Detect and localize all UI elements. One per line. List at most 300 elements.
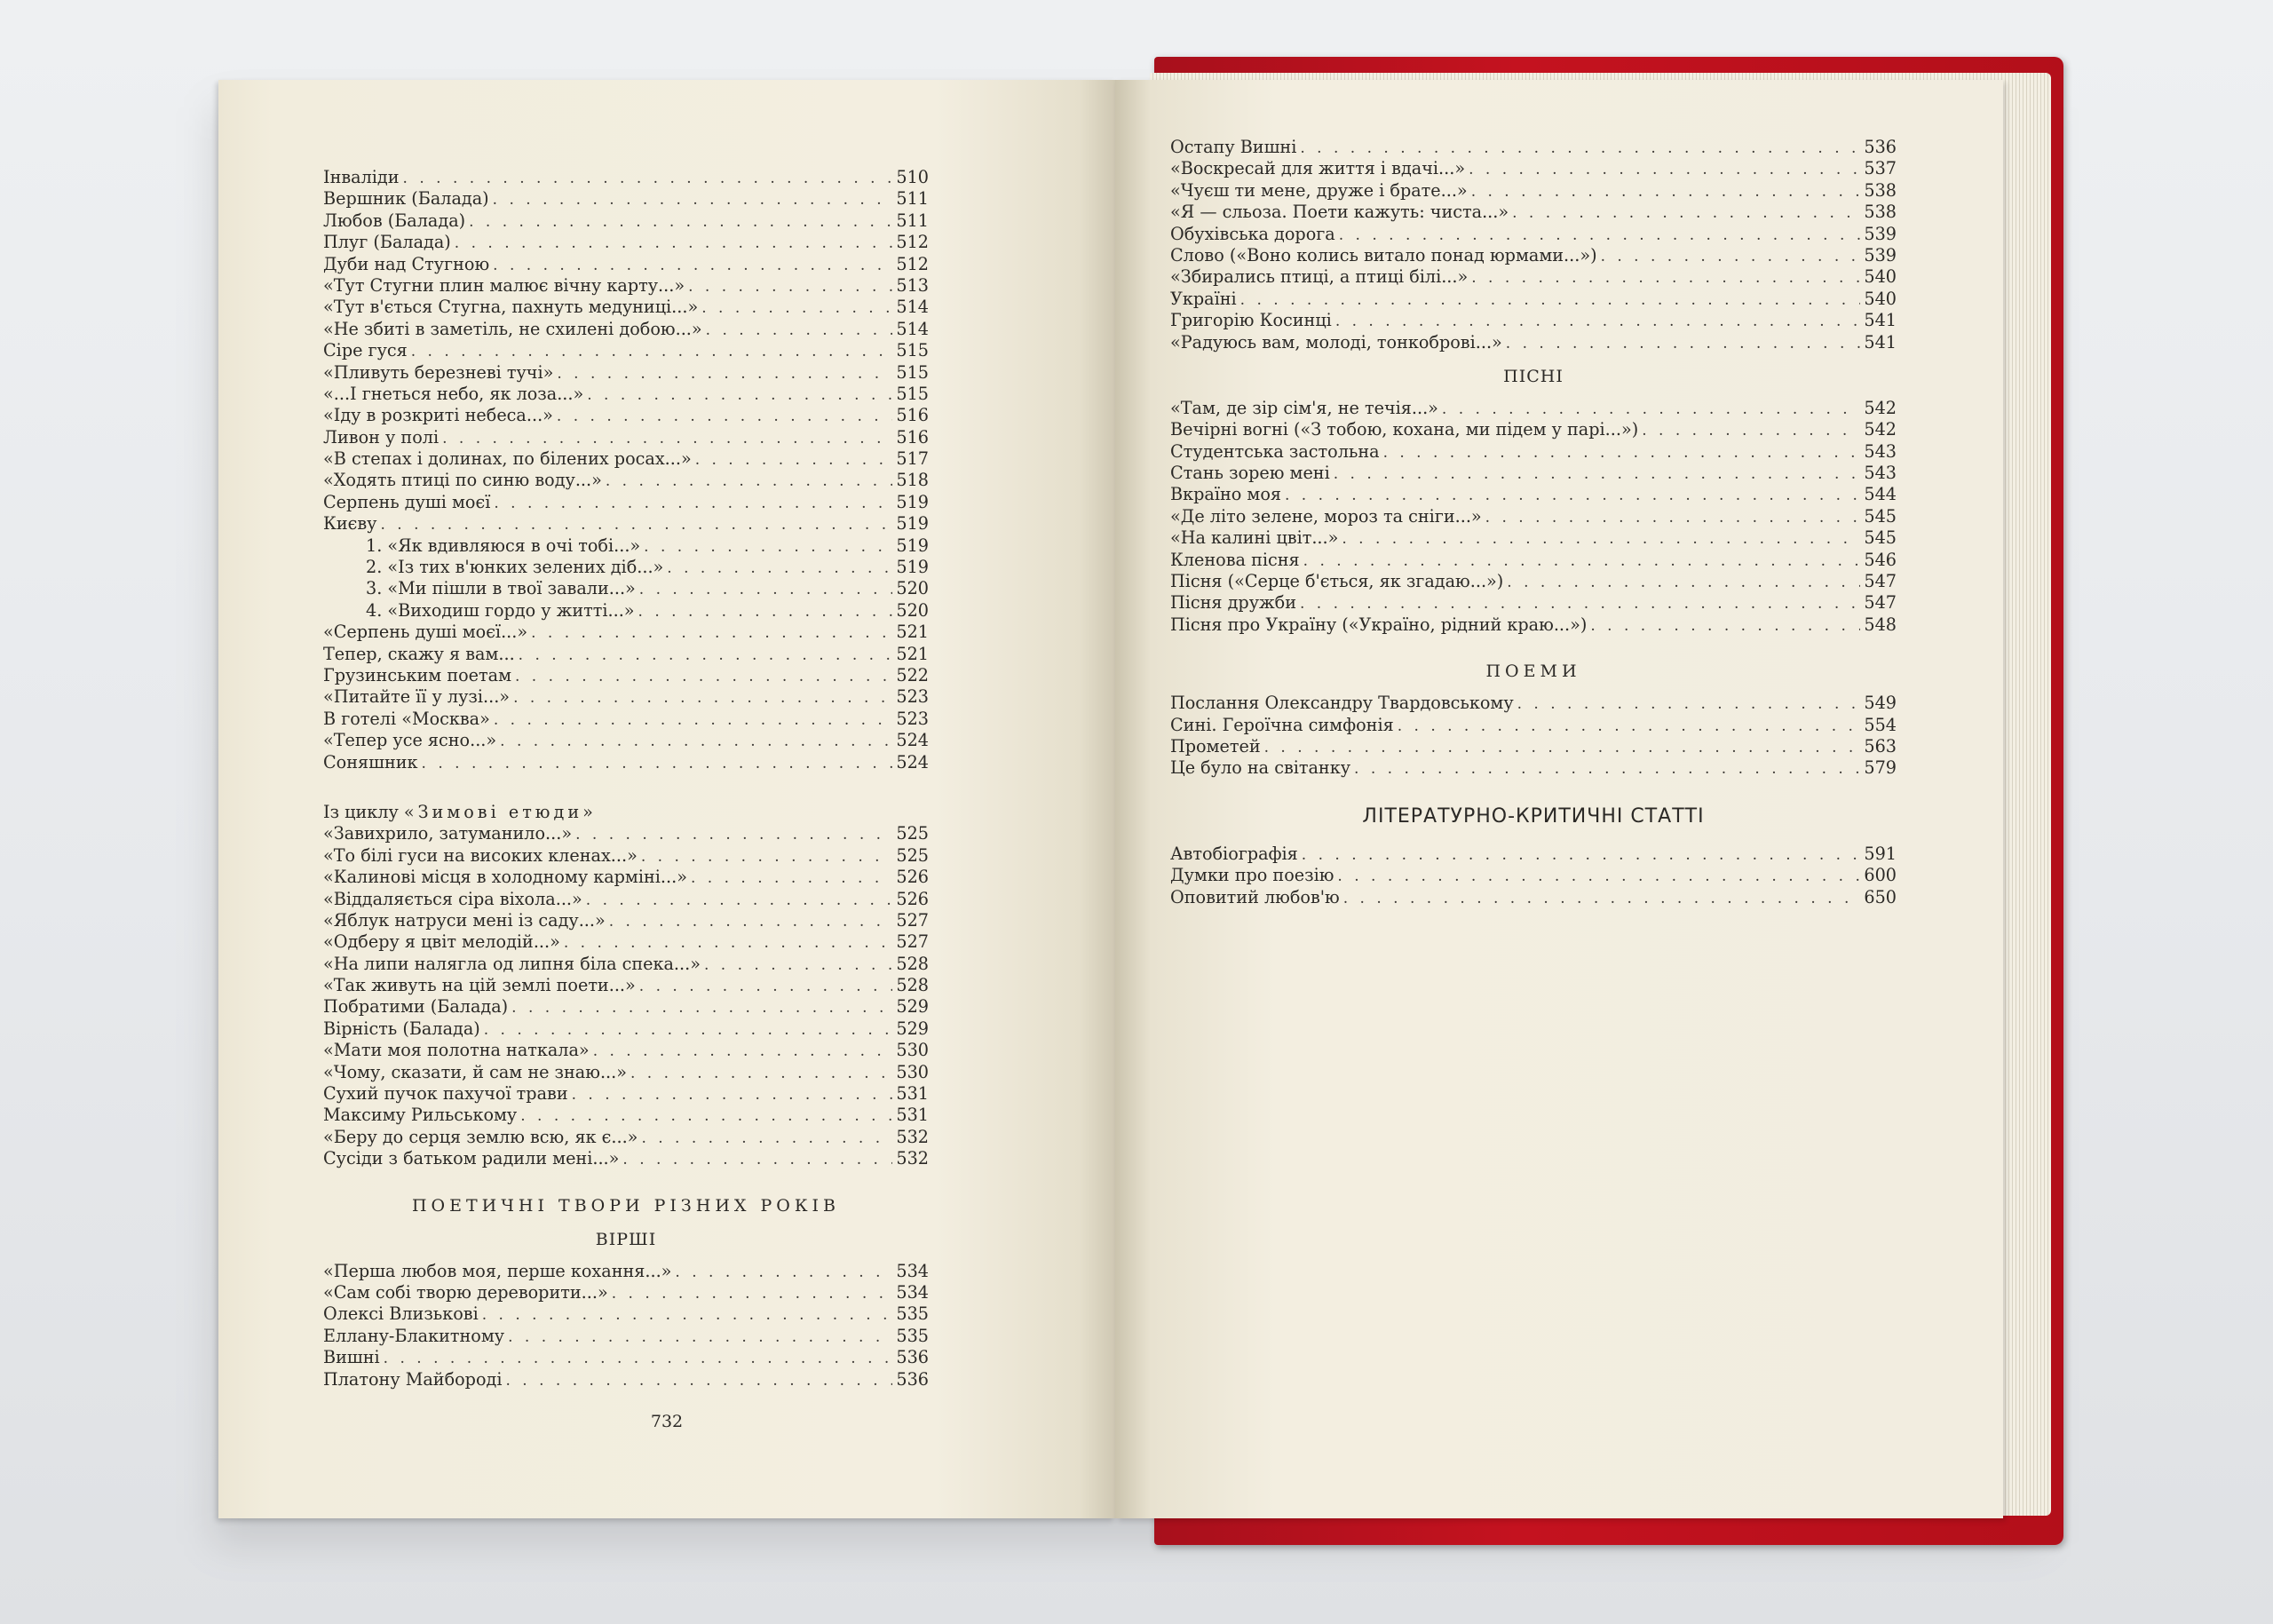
dot-leader xyxy=(494,493,892,514)
entry-title: Сусіди з батьком радили мені...» xyxy=(323,1148,620,1169)
entry-page-number: 542 xyxy=(1864,397,1897,418)
toc-entry xyxy=(323,954,929,975)
entry-title: «Калинові місця в холодному карміні...» xyxy=(323,867,687,888)
entry-title: Олексі Влизькові xyxy=(323,1303,479,1325)
entry-page-number: 521 xyxy=(896,643,929,664)
toc-entry xyxy=(323,427,929,448)
dot-leader xyxy=(688,276,892,297)
entry-title: Пісня дружби xyxy=(1170,592,1296,614)
entry-page-number: 536 xyxy=(1864,137,1897,157)
entry-page-number: 531 xyxy=(896,1083,929,1105)
entry-title: «...І гнеться небо, як лоза...» xyxy=(323,383,584,404)
entry-page-number: 554 xyxy=(1864,714,1897,735)
dot-leader xyxy=(630,1063,892,1084)
entry-title: Обухівська дорога xyxy=(1170,223,1335,244)
entry-page-number: 512 xyxy=(896,253,929,274)
toc-list xyxy=(323,622,929,773)
dot-leader xyxy=(1601,246,1861,267)
entry-title: Плуг (Балада) xyxy=(323,232,451,253)
toc-entry xyxy=(1170,484,1897,505)
entry-title: «Радуюсь вам, молоді, тонкоброві...» xyxy=(1170,331,1502,353)
left-page xyxy=(218,80,1115,1518)
dot-leader xyxy=(641,846,893,867)
toc-entry xyxy=(1170,887,1897,908)
entry-title: Києву xyxy=(323,513,377,535)
entry-title: «Тут в'ється Стугна, пахнуть медуниці...» xyxy=(323,297,699,318)
dot-leader xyxy=(701,297,892,319)
entry-title: «Серпень душі моєї...» xyxy=(323,622,528,643)
dot-leader xyxy=(557,363,892,384)
toc-entry xyxy=(323,1282,929,1303)
entry-page-number: 526 xyxy=(896,867,929,888)
cycle-name: «Зимові етюди» xyxy=(403,801,597,822)
entry-page-number: 510 xyxy=(896,167,929,187)
toc-entry xyxy=(323,535,929,557)
dot-leader xyxy=(1354,758,1860,780)
toc-entry xyxy=(323,889,929,910)
dot-leader xyxy=(403,168,893,189)
dot-leader xyxy=(515,666,892,687)
entry-title: 2. «Із тих в'юнких зелених діб...» xyxy=(366,557,664,578)
entry-title: «Ходять птиці по синю воду...» xyxy=(323,470,602,491)
entry-title: Ливон у полі xyxy=(323,426,440,448)
entry-title: Вірність (Балада) xyxy=(323,1018,480,1039)
entry-title: Прометей xyxy=(1170,735,1261,757)
toc-entry xyxy=(1170,463,1897,484)
dot-leader xyxy=(593,1041,893,1062)
dot-leader xyxy=(455,233,893,254)
toc-entry xyxy=(1170,865,1897,886)
entry-title: Оповитий любов'ю xyxy=(1170,886,1340,907)
entry-page-number: 547 xyxy=(1864,571,1897,592)
entry-title: «Де літо зелене, мороз та сніги...» xyxy=(1170,505,1482,527)
toc-list xyxy=(323,167,929,535)
toc-entry xyxy=(323,513,929,535)
entry-title: «Збирались птиці, а птиці білі...» xyxy=(1170,266,1469,288)
toc-entry xyxy=(1170,844,1897,865)
entry-page-number: 538 xyxy=(1864,179,1897,201)
entry-title: «Пливуть березневі тучі» xyxy=(323,361,554,383)
toc-entry xyxy=(1170,137,1897,158)
entry-title: «Яблук натруси мені із саду...» xyxy=(323,909,606,931)
entry-page-number: 529 xyxy=(896,1018,929,1039)
toc-entry xyxy=(323,823,929,844)
toc-entry xyxy=(323,470,929,491)
dot-leader xyxy=(691,867,892,889)
section-heading: ПОЕТИЧНІ ТВОРИ РІЗНИХ РОКІВ xyxy=(411,1195,841,1216)
toc-list xyxy=(323,823,929,1169)
entry-title: «Воскресай для життя і вдачі...» xyxy=(1170,158,1466,179)
dot-leader xyxy=(1590,615,1860,637)
right-toc-column xyxy=(1170,137,1897,908)
toc-entry xyxy=(323,665,929,686)
toc-entry xyxy=(1170,527,1897,549)
entry-title: «Так живуть на цій землі поети...» xyxy=(323,975,636,996)
dot-leader xyxy=(667,558,892,579)
toc-entry xyxy=(1170,614,1897,636)
entry-page-number: 600 xyxy=(1864,865,1897,886)
entry-page-number: 546 xyxy=(1864,549,1897,570)
entry-page-number: 539 xyxy=(1864,223,1897,244)
entry-title: «Тут Стугни плин малює вічну карту...» xyxy=(323,274,685,296)
dot-leader xyxy=(1506,333,1861,354)
toc-entry xyxy=(323,622,929,643)
dot-leader xyxy=(505,1370,892,1391)
entry-page-number: 531 xyxy=(896,1105,929,1126)
dot-leader xyxy=(494,709,893,731)
toc-list xyxy=(1170,844,1897,908)
entry-page-number: 525 xyxy=(896,844,929,866)
entry-title: Грузинським поетам xyxy=(323,664,511,685)
entry-title: Вкраїно моя xyxy=(1170,484,1281,505)
toc-entry xyxy=(1170,550,1897,571)
entry-title: Слово («Воно колись витало понад юрмами...») xyxy=(1170,244,1597,265)
dot-leader xyxy=(639,579,893,600)
entry-page-number: 536 xyxy=(896,1368,929,1390)
toc-entry xyxy=(323,448,929,470)
toc-entry xyxy=(323,996,929,1018)
toc-list xyxy=(1170,398,1897,636)
cycle-prefix: Із циклу xyxy=(323,801,404,822)
dot-leader xyxy=(704,955,892,976)
toc-entry xyxy=(323,275,929,297)
entry-page-number: 538 xyxy=(1864,202,1897,223)
entry-title: Сухий пучок пахучої трави xyxy=(323,1083,568,1105)
entry-page-number: 526 xyxy=(896,888,929,909)
entry-page-number: 650 xyxy=(1864,886,1897,907)
entry-page-number: 532 xyxy=(896,1148,929,1169)
entry-page-number: 535 xyxy=(896,1325,929,1346)
entry-title: Сині. Героїчна симфонія xyxy=(1170,714,1394,735)
entry-title: Послання Олександру Твардовському xyxy=(1170,693,1514,714)
dot-leader xyxy=(508,1327,892,1348)
entry-page-number: 513 xyxy=(896,274,929,296)
entry-page-number: 519 xyxy=(896,535,929,556)
dot-leader xyxy=(706,320,893,341)
dot-leader xyxy=(586,890,893,911)
dot-leader xyxy=(442,428,892,449)
entry-title: 4. «Виходиш гордо у житті...» xyxy=(366,599,635,621)
toc-entry xyxy=(323,686,929,708)
entry-page-number: 511 xyxy=(896,188,929,210)
toc-entry xyxy=(323,1148,929,1169)
toc-entry xyxy=(323,384,929,405)
toc-entry xyxy=(1170,310,1897,331)
entry-title: Еллану-Блакитному xyxy=(323,1325,505,1346)
dot-leader xyxy=(1507,572,1860,593)
entry-title: Пісня про Україну («Україно, рідний краю...») xyxy=(1170,614,1588,635)
entry-page-number: 543 xyxy=(1864,440,1897,462)
entry-page-number: 528 xyxy=(896,953,929,974)
dot-leader xyxy=(1285,485,1860,506)
entry-title: Україні xyxy=(1170,288,1237,309)
toc-list xyxy=(323,1261,929,1390)
entry-title: «Тепер усе ясно...» xyxy=(323,730,497,751)
entry-page-number: 522 xyxy=(896,664,929,685)
entry-title: Платону Майбороді xyxy=(323,1368,503,1390)
entry-title: Любов (Балада) xyxy=(323,210,466,231)
toc-entry xyxy=(1170,158,1897,179)
dot-leader xyxy=(380,514,892,535)
entry-page-number: 536 xyxy=(896,1347,929,1368)
page-number: 732 xyxy=(650,1412,684,1431)
entry-page-number: 579 xyxy=(1864,757,1897,779)
dot-leader xyxy=(641,1128,892,1149)
dot-leader xyxy=(1471,267,1860,289)
entry-page-number: 535 xyxy=(896,1303,929,1325)
toc-entry xyxy=(323,557,929,578)
dot-leader xyxy=(1469,159,1860,180)
entry-page-number: 527 xyxy=(896,909,929,931)
entry-title: В готелі «Москва» xyxy=(323,708,490,729)
entry-title: Сіре гуся xyxy=(323,340,408,361)
toc-entry xyxy=(1170,266,1897,288)
entry-title: Студентська застольна xyxy=(1170,440,1380,462)
subsection-heading: ВІРШІ xyxy=(595,1229,657,1249)
dot-leader xyxy=(575,824,892,845)
dot-leader xyxy=(557,406,892,427)
toc-entry xyxy=(323,1127,929,1148)
toc-entry xyxy=(1170,398,1897,419)
entry-page-number: 545 xyxy=(1864,527,1897,549)
dot-leader xyxy=(675,1262,892,1283)
entry-title: «Я — сльоза. Поети кажуть: чиста...» xyxy=(1170,202,1509,223)
entry-title: «Сам собі творю дереворити...» xyxy=(323,1281,608,1303)
entry-page-number: 525 xyxy=(896,823,929,844)
dot-leader xyxy=(531,622,892,644)
toc-entry xyxy=(323,232,929,253)
entry-title: Остапу Вишні xyxy=(1170,137,1297,157)
toc-entry xyxy=(1170,506,1897,527)
entry-page-number: 534 xyxy=(896,1260,929,1281)
toc-entry xyxy=(323,167,929,188)
dot-leader xyxy=(606,471,893,492)
toc-entry xyxy=(1170,715,1897,736)
dot-leader xyxy=(1303,551,1861,572)
entry-page-number: 534 xyxy=(896,1281,929,1303)
entry-page-number: 548 xyxy=(1864,614,1897,635)
entry-title: «В степах і долинах, по білених росах...» xyxy=(323,448,692,470)
entry-title: «Не збиті в заметіль, не схилені добою...» xyxy=(323,318,702,339)
toc-entry xyxy=(323,730,929,751)
entry-title: «Завихрило, затуманило...» xyxy=(323,823,573,844)
dot-leader xyxy=(1339,225,1861,246)
entry-title: «Перша любов моя, перше кохання...» xyxy=(323,1260,672,1281)
toc-entry xyxy=(323,1347,929,1368)
dot-leader xyxy=(484,1019,893,1041)
dot-leader xyxy=(469,211,892,233)
dot-leader xyxy=(1485,507,1861,528)
entry-page-number: 541 xyxy=(1864,331,1897,353)
toc-entry xyxy=(323,845,929,867)
dot-leader xyxy=(1471,181,1861,202)
toc-entry xyxy=(1170,757,1897,779)
entry-page-number: 520 xyxy=(896,578,929,599)
toc-entry xyxy=(323,319,929,340)
entry-page-number: 542 xyxy=(1864,419,1897,440)
entry-page-number: 519 xyxy=(896,491,929,512)
toc-entry xyxy=(323,644,929,665)
dot-leader xyxy=(1335,311,1861,332)
toc-entry xyxy=(323,297,929,318)
toc-entry xyxy=(323,1105,929,1126)
dot-leader xyxy=(1337,866,1860,887)
toc-entry xyxy=(323,931,929,953)
entry-page-number: 519 xyxy=(896,557,929,578)
toc-entry xyxy=(1170,245,1897,266)
toc-entry xyxy=(1170,332,1897,353)
entry-page-number: 516 xyxy=(896,426,929,448)
entry-page-number: 543 xyxy=(1864,463,1897,484)
toc-entry xyxy=(323,492,929,513)
toc-entry xyxy=(323,1261,929,1282)
entry-title: Соняшник xyxy=(323,751,418,772)
toc-entry xyxy=(1170,180,1897,202)
entry-page-number: 523 xyxy=(896,686,929,708)
entry-page-number: 524 xyxy=(896,751,929,772)
toc-entry xyxy=(323,254,929,275)
entry-page-number: 537 xyxy=(1864,158,1897,179)
entry-page-number: 521 xyxy=(896,622,929,643)
dot-leader xyxy=(411,341,893,362)
dot-leader xyxy=(622,1149,892,1170)
dot-leader xyxy=(1343,888,1861,909)
entry-title: «Іду в розкриті небеса...» xyxy=(323,405,553,426)
entry-title: «Питайте її у лузі...» xyxy=(323,686,511,708)
entry-page-number: 563 xyxy=(1864,735,1897,757)
entry-page-number: 517 xyxy=(896,448,929,470)
dot-leader xyxy=(612,1283,893,1304)
entry-page-number: 519 xyxy=(896,513,929,535)
entry-page-number: 549 xyxy=(1864,693,1897,714)
entry-title: Максиму Рильському xyxy=(323,1105,518,1126)
dot-leader xyxy=(513,687,892,709)
toc-entry xyxy=(323,1303,929,1325)
entry-page-number: 514 xyxy=(896,318,929,339)
dot-leader xyxy=(520,1105,892,1127)
entry-page-number: 540 xyxy=(1864,288,1897,309)
toc-sublist-kyiv xyxy=(323,535,929,622)
entry-title: Автобіографія xyxy=(1170,843,1298,864)
toc-entry xyxy=(1170,441,1897,463)
dot-leader xyxy=(384,1348,893,1369)
dot-leader xyxy=(1642,420,1860,441)
right-page xyxy=(1115,80,2003,1518)
dot-leader xyxy=(482,1304,893,1326)
toc-entry xyxy=(323,210,929,232)
entry-page-number: 591 xyxy=(1864,843,1897,864)
dot-leader xyxy=(1302,844,1861,866)
entry-page-number: 540 xyxy=(1864,266,1897,288)
entry-title: «На калині цвіт...» xyxy=(1170,527,1339,549)
toc-entry xyxy=(323,867,929,888)
entry-page-number: 544 xyxy=(1864,484,1897,505)
dot-leader xyxy=(639,976,893,997)
entry-page-number: 511 xyxy=(896,210,929,231)
toc-entry xyxy=(323,188,929,210)
dot-leader xyxy=(1512,202,1860,224)
entry-title: «Мати моя полотна наткала» xyxy=(323,1040,590,1061)
dot-leader xyxy=(564,932,893,954)
entry-title: «Там, де зір сім'я, не течія...» xyxy=(1170,397,1438,418)
entry-title: «Беру до серця землю всю, як є...» xyxy=(323,1126,638,1147)
toc-entry xyxy=(323,1326,929,1347)
dot-leader xyxy=(1264,737,1861,758)
toc-entry xyxy=(323,578,929,599)
entry-title: 1. «Як вдивляюся в очі тобі...» xyxy=(366,535,641,556)
dot-leader xyxy=(587,384,892,406)
entry-page-number: 530 xyxy=(896,1061,929,1082)
dot-leader xyxy=(1300,138,1860,159)
entry-title: Це було на світанку xyxy=(1170,757,1351,779)
entry-page-number: 529 xyxy=(896,996,929,1018)
dot-leader xyxy=(1334,463,1861,485)
entry-page-number: 524 xyxy=(896,730,929,751)
entry-title: 3. «Ми пішли в твої завали...» xyxy=(366,578,636,599)
entry-title: Думки про поезію xyxy=(1170,865,1334,886)
entry-page-number: 514 xyxy=(896,297,929,318)
toc-entry xyxy=(1170,202,1897,223)
songs-heading: ПІСНІ xyxy=(1503,366,1564,386)
entry-page-number: 539 xyxy=(1864,244,1897,265)
dot-leader xyxy=(695,449,893,471)
entry-page-number: 518 xyxy=(896,470,929,491)
entry-title: Тепер, скажу я вам... xyxy=(323,643,515,664)
toc-entry xyxy=(323,1062,929,1083)
dot-leader xyxy=(1240,289,1861,311)
toc-entry xyxy=(1170,571,1897,592)
cycle-heading xyxy=(323,802,929,823)
dot-leader xyxy=(519,645,893,666)
entry-page-number: 541 xyxy=(1864,310,1897,331)
dot-leader xyxy=(511,997,892,1018)
toc-entry xyxy=(1170,592,1897,614)
dot-leader xyxy=(493,255,892,276)
entry-title: Вечірні вогні («З тобою, кохана, ми підем у парі...») xyxy=(1170,419,1639,440)
toc-entry xyxy=(323,910,929,931)
entry-title: Григорію Косинці xyxy=(1170,310,1332,331)
toc-entry xyxy=(323,405,929,426)
toc-entry xyxy=(323,1369,929,1390)
dot-leader xyxy=(638,601,893,622)
toc-entry xyxy=(1170,736,1897,757)
dot-leader xyxy=(1300,593,1860,614)
entry-page-number: 512 xyxy=(896,232,929,253)
entry-page-number: 516 xyxy=(896,405,929,426)
dot-leader xyxy=(1398,716,1861,737)
left-toc-column xyxy=(323,167,929,1390)
dot-leader xyxy=(1517,693,1861,715)
entry-page-number: 515 xyxy=(896,361,929,383)
entry-title: Побратими (Балада) xyxy=(323,996,509,1018)
toc-entry xyxy=(323,1083,929,1105)
entry-title: Пісня («Серце б'ється, як згадаю...») xyxy=(1170,571,1504,592)
toc-list xyxy=(1170,693,1897,780)
entry-title: Дуби над Стугною xyxy=(323,253,490,274)
entry-page-number: 515 xyxy=(896,383,929,404)
toc-entry xyxy=(323,975,929,996)
poems-heading: ПОЕМИ xyxy=(1485,661,1581,682)
toc-entry xyxy=(1170,419,1897,440)
dot-leader xyxy=(1342,528,1860,550)
entry-page-number: 527 xyxy=(896,931,929,953)
entry-title: Серпень душі моєї xyxy=(323,491,491,512)
entry-title: Вершник (Балада) xyxy=(323,188,489,210)
entry-title: Інваліди xyxy=(323,167,400,187)
entry-title: «Чуєш ти мене, друже і брате...» xyxy=(1170,179,1468,201)
entry-page-number: 545 xyxy=(1864,505,1897,527)
dot-leader xyxy=(500,731,892,752)
